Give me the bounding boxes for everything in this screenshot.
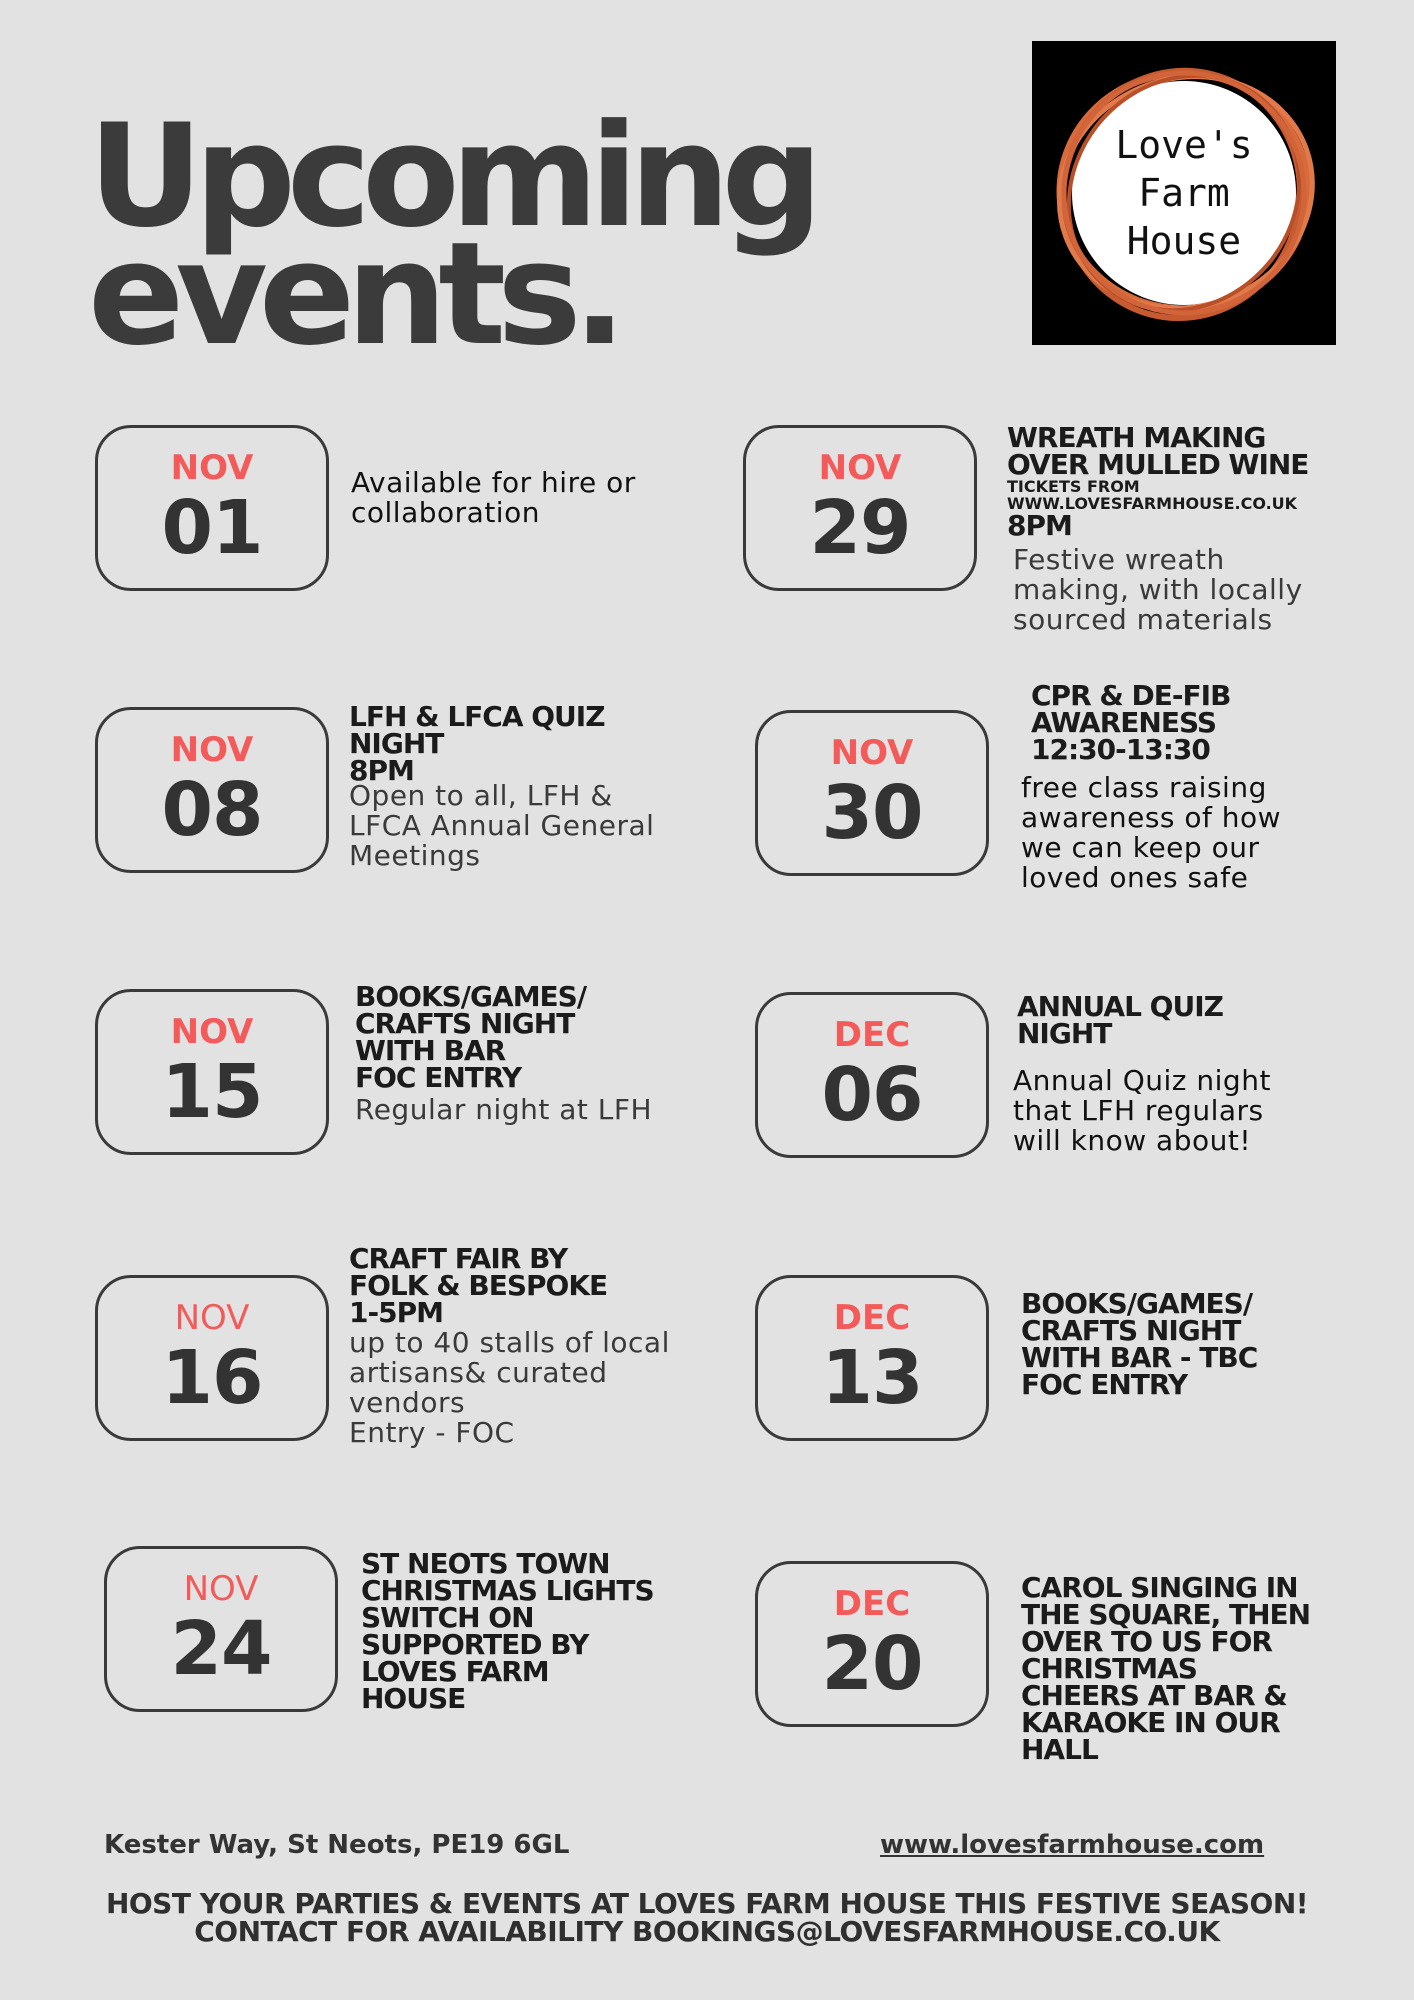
- event-day: 20: [821, 1621, 923, 1707]
- event-day: 15: [161, 1049, 263, 1135]
- event-month: NOV: [818, 448, 902, 488]
- headline-line-1: Upcoming: [88, 94, 815, 259]
- event-description: Festive wreath making, with locally sourced materials: [1013, 543, 1303, 636]
- event-day: 08: [161, 767, 263, 853]
- footer-call-to-action: [0, 1887, 1414, 1948]
- event-title: BOOKS/GAMES/ CRAFTS NIGHT WITH BAR - TBC FOC ENTRY: [1021, 1287, 1258, 1401]
- event-month: NOV: [174, 1298, 250, 1338]
- event-description: Regular night at LFH: [355, 1093, 653, 1126]
- event-description: Available for hire or collaboration: [351, 466, 636, 529]
- event-month: NOV: [183, 1569, 259, 1609]
- event-title: BOOKS/GAMES/ CRAFTS NIGHT WITH BAR FOC ENTRY: [355, 980, 587, 1094]
- event-month: DEC: [833, 1298, 911, 1338]
- footer-cta-line-2: CONTACT FOR AVAILABILITY BOOKINGS@LOVESFARMHOUSE.CO.UK: [194, 1915, 1220, 1948]
- event-month: NOV: [170, 448, 254, 488]
- event-month: NOV: [830, 733, 914, 773]
- event-day: 01: [161, 485, 263, 571]
- event-date-nov-01: [95, 425, 329, 591]
- headline-line-2: events.: [88, 212, 618, 377]
- logo-line-2: Farm: [1138, 171, 1230, 215]
- event-date-dec-06: [755, 992, 989, 1158]
- event-month: NOV: [170, 1012, 254, 1052]
- event-date-dec-13: [755, 1275, 989, 1441]
- event-title: CAROL SINGING IN THE SQUARE, THEN OVER TO US FOR CHRISTMAS CHEERS AT BAR & KARAOKE IN OUR HALL: [1021, 1571, 1311, 1766]
- event-month: NOV: [170, 730, 254, 770]
- event-day: 30: [821, 770, 923, 856]
- event-day: 13: [821, 1335, 923, 1421]
- loves-farm-house-logo: [1032, 41, 1336, 345]
- event-date-nov-29: [743, 425, 977, 591]
- event-month: DEC: [833, 1015, 911, 1055]
- event-date-nov-16: [95, 1275, 329, 1441]
- event-date-nov-15: [95, 989, 329, 1155]
- event-day: 16: [161, 1335, 263, 1421]
- event-day: 06: [821, 1052, 923, 1138]
- event-date-dec-20: [755, 1561, 989, 1727]
- event-month: DEC: [833, 1584, 911, 1624]
- event-date-nov-30: [755, 710, 989, 876]
- event-title: CRAFT FAIR BY FOLK & BESPOKE 1-5PM: [349, 1242, 608, 1329]
- logo-line-3: House: [1126, 219, 1242, 263]
- event-date-nov-08: [95, 707, 329, 873]
- event-title: CPR & DE-FIB AWARENESS 12:30-13:30: [1031, 679, 1231, 766]
- event-title: ST NEOTS TOWN CHRISTMAS LIGHTS SWITCH ON SUPPORTED BY LOVES FARM HOUSE: [361, 1547, 654, 1715]
- event-day: 24: [170, 1606, 272, 1692]
- event-date-nov-24: [104, 1546, 338, 1712]
- event-description: up to 40 stalls of local artisans& curated vendors Entry - FOC: [349, 1326, 670, 1449]
- logo-line-1: Love's: [1115, 123, 1253, 167]
- footer-cta-line-1: HOST YOUR PARTIES & EVENTS AT LOVES FARM HOUSE THIS FESTIVE SEASON!: [105, 1887, 1309, 1920]
- event-description: Annual Quiz night that LFH regulars will know about!: [1013, 1064, 1271, 1157]
- logo-text: [1032, 41, 1336, 345]
- event-title: ANNUAL QUIZ NIGHT: [1017, 990, 1223, 1050]
- footer-website-link[interactable]: www.lovesfarmhouse.com: [880, 1830, 1265, 1860]
- event-description: free class raising awareness of how we can keep our loved ones safe: [1021, 771, 1282, 894]
- event-description: Open to all, LFH & LFCA Annual General Meetings: [349, 779, 655, 872]
- event-title: WREATH MAKING OVER MULLED WINE TICKETS FROM WWW.LOVESFARMHOUSE.CO.UK 8PM: [1007, 421, 1309, 542]
- event-title: LFH & LFCA QUIZ NIGHT 8PM: [349, 700, 605, 787]
- footer-address: Kester Way, St Neots, PE19 6GL: [104, 1830, 570, 1860]
- event-day: 29: [809, 485, 911, 571]
- page-title: [88, 94, 815, 377]
